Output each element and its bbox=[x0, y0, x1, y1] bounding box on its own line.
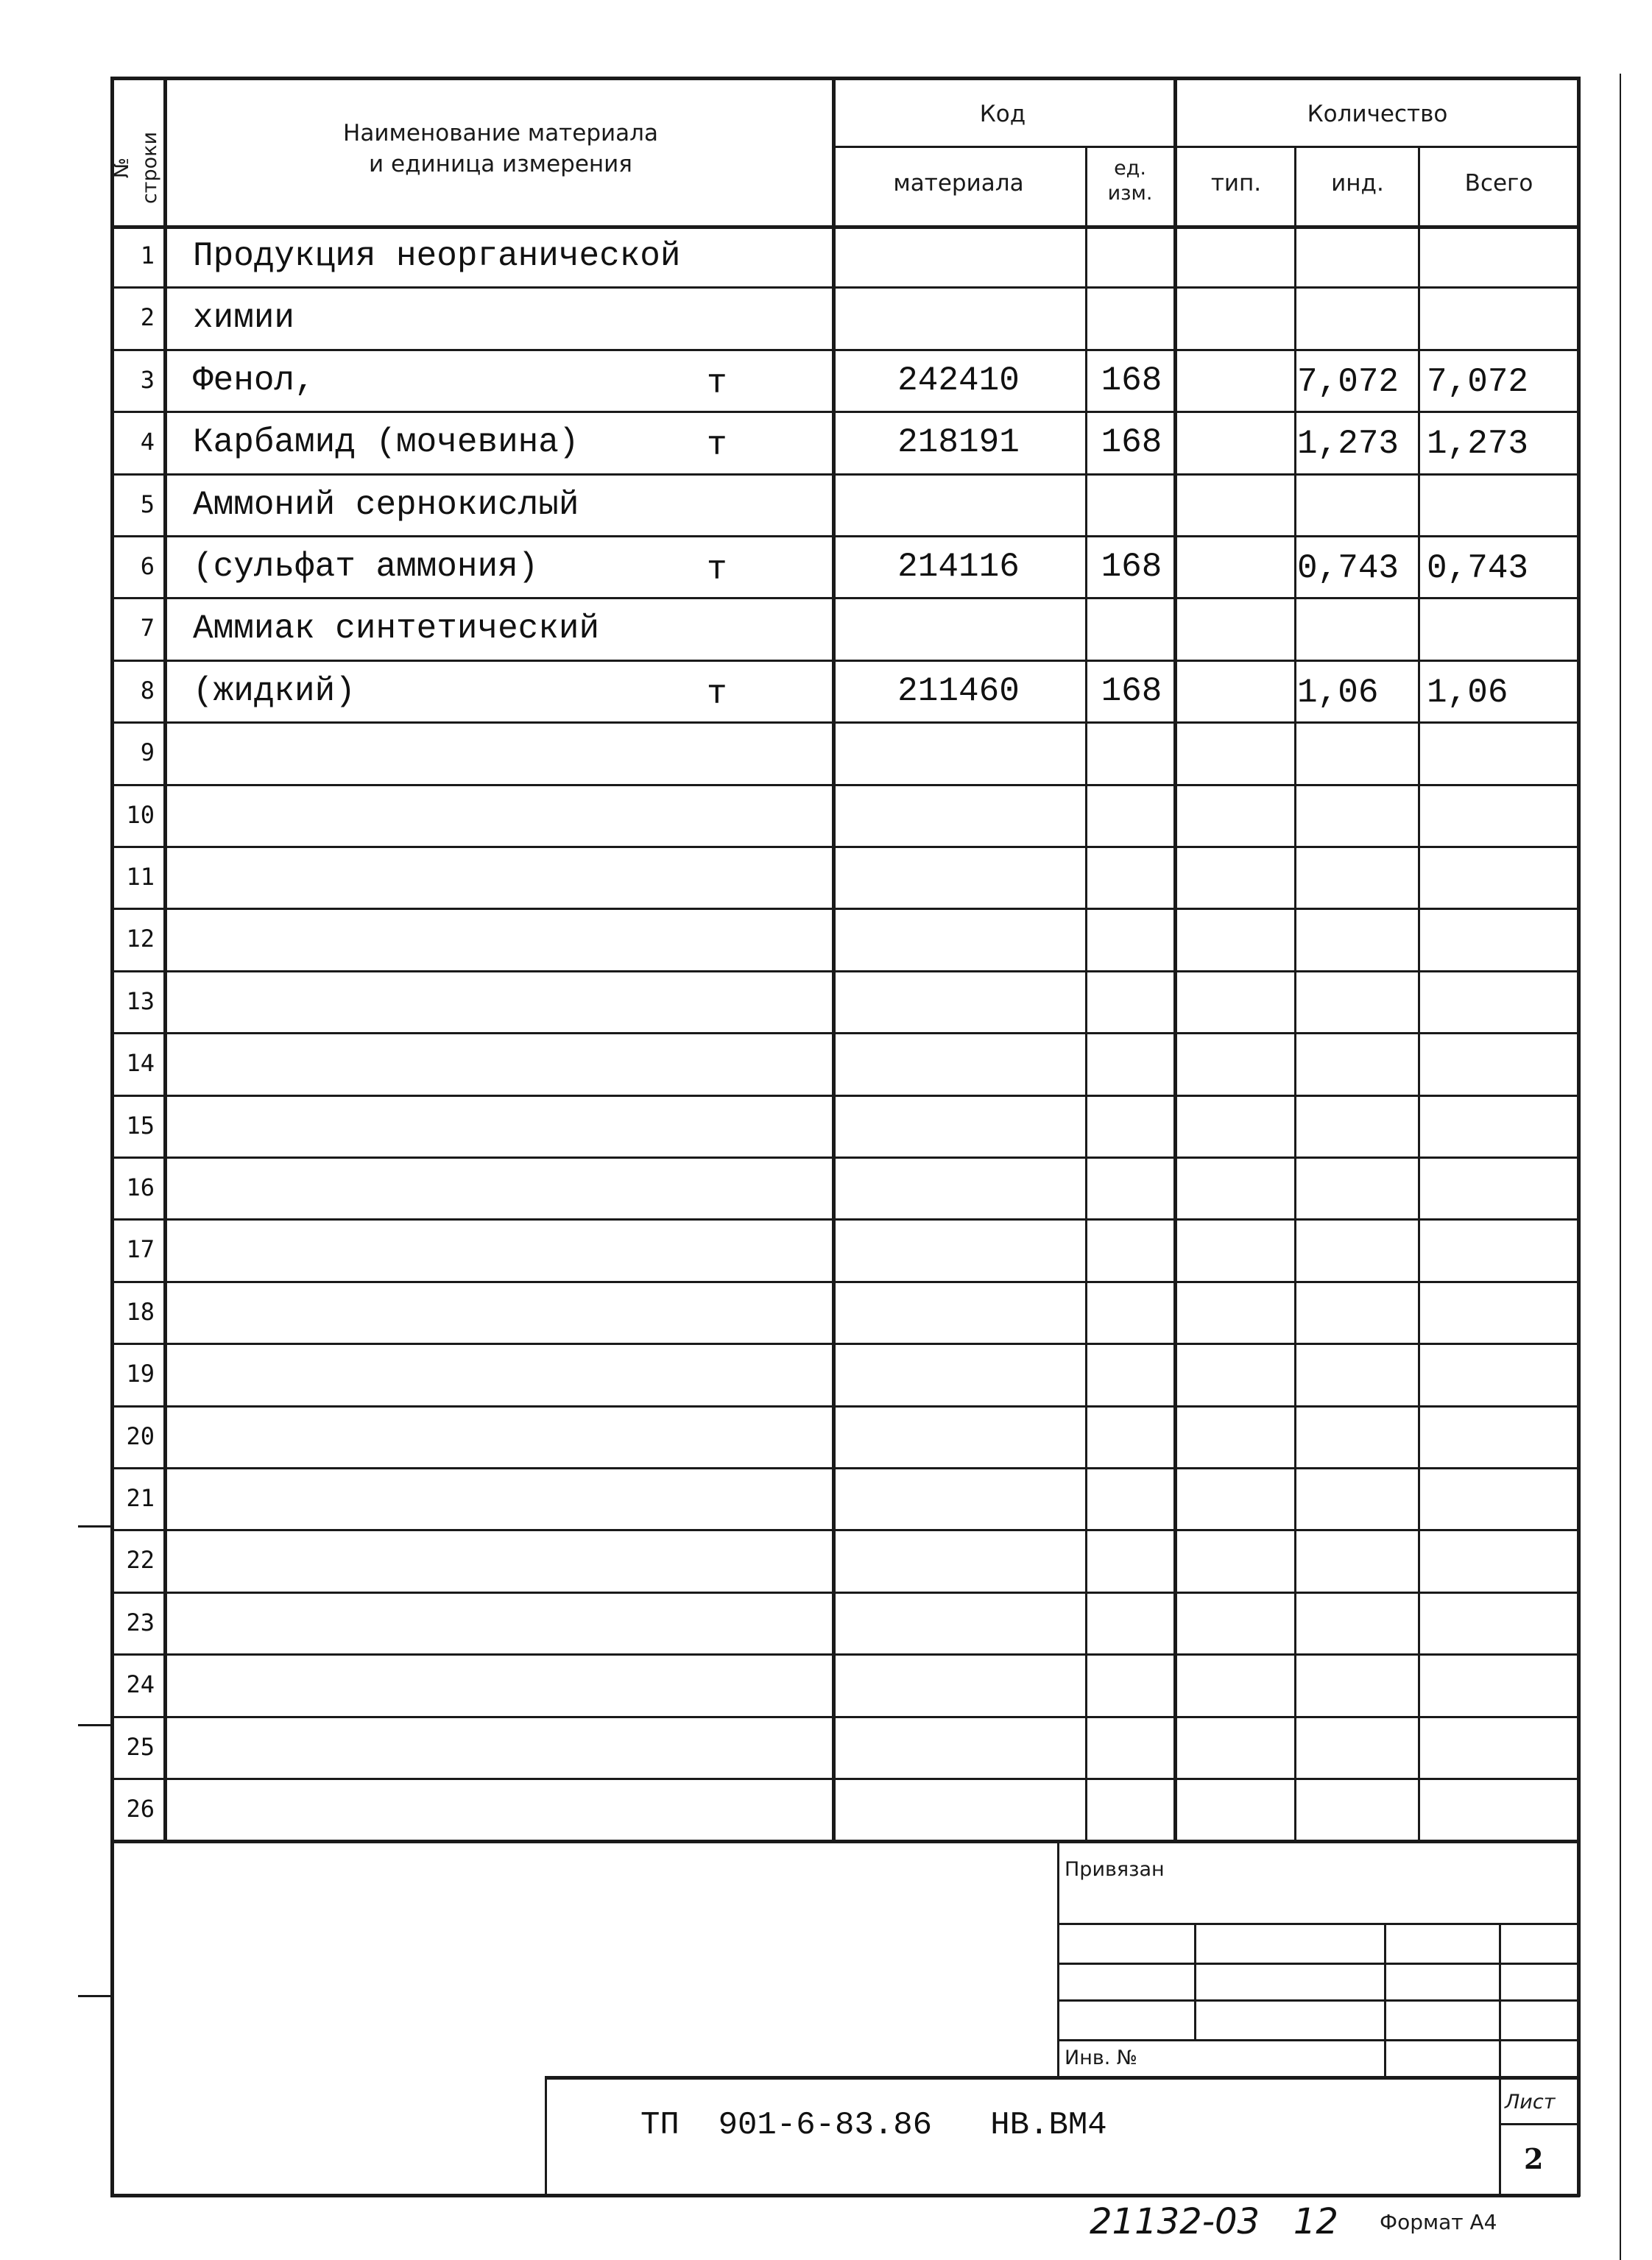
unit: т bbox=[707, 426, 727, 465]
document-code: ТП 901-6-83.86 НВ.ВМ4 bbox=[640, 2107, 1107, 2144]
material-code: 214116 bbox=[897, 548, 1020, 586]
row-number: 26 bbox=[126, 1795, 155, 1823]
header-sub-divider bbox=[832, 146, 1577, 148]
col-divider-typ bbox=[1294, 146, 1296, 1840]
row-number: 20 bbox=[126, 1422, 155, 1450]
row-divider bbox=[110, 846, 1580, 848]
right-binding-line bbox=[1620, 74, 1621, 2260]
material-code: 211460 bbox=[897, 671, 1020, 710]
stamp-left-divider bbox=[1057, 1840, 1059, 2079]
unit: т bbox=[707, 551, 727, 589]
header-quantity: Количество bbox=[1307, 101, 1448, 127]
header-bottom-border bbox=[110, 225, 1580, 229]
row-number: 24 bbox=[126, 1670, 155, 1699]
row-number: 1 bbox=[140, 241, 155, 269]
material-name: (жидкий) bbox=[193, 671, 356, 710]
material-code: 218191 bbox=[897, 423, 1020, 462]
row-divider bbox=[110, 349, 1580, 351]
row-divider bbox=[110, 1405, 1580, 1408]
table-top-border bbox=[110, 77, 1580, 80]
row-divider bbox=[110, 1778, 1580, 1780]
row-divider bbox=[110, 1095, 1580, 1097]
table-right-border bbox=[1577, 77, 1581, 2197]
header-qty-total: Всего bbox=[1464, 170, 1533, 197]
header-code-material: материала bbox=[893, 170, 1024, 197]
stamp-col-1 bbox=[1194, 1923, 1196, 2039]
qty-ind: 0,743 bbox=[1297, 549, 1399, 587]
qty-ind: 1,06 bbox=[1297, 673, 1379, 712]
col-divider-unit bbox=[1173, 77, 1177, 1840]
row-divider bbox=[110, 473, 1580, 476]
material-name: Аммоний сернокислый bbox=[193, 485, 579, 524]
row-number: 10 bbox=[126, 800, 155, 829]
header-code: Код bbox=[979, 101, 1026, 127]
material-name: Карбамид (мочевина) bbox=[193, 423, 579, 462]
stamp-attached-label: Привязан bbox=[1065, 1858, 1165, 1881]
row-number: 19 bbox=[126, 1360, 155, 1388]
header-row-number: № строки bbox=[110, 131, 161, 205]
unit-code: 168 bbox=[1101, 671, 1162, 710]
row-number: 16 bbox=[126, 1173, 155, 1201]
col-divider-rownum bbox=[163, 77, 167, 1840]
row-number: 6 bbox=[140, 552, 155, 580]
row-divider bbox=[110, 597, 1580, 599]
row-divider bbox=[110, 1032, 1580, 1034]
material-name: Аммиак синтетический bbox=[193, 610, 600, 649]
row-number: 4 bbox=[140, 428, 155, 456]
stamp-inv-label: Инв. № bbox=[1065, 2047, 1138, 2069]
stamp-col-2 bbox=[1384, 1923, 1386, 2079]
margin-tick-3 bbox=[78, 1995, 112, 1997]
row-number: 9 bbox=[140, 738, 155, 767]
row-divider bbox=[110, 1467, 1580, 1469]
row-number: 13 bbox=[126, 986, 155, 1015]
row-divider bbox=[110, 286, 1580, 289]
header-name-line1: Наименование материала bbox=[343, 120, 658, 146]
row-divider bbox=[110, 660, 1580, 662]
row-number: 23 bbox=[126, 1608, 155, 1636]
row-divider bbox=[110, 970, 1580, 972]
row-number: 21 bbox=[126, 1484, 155, 1512]
row-divider bbox=[110, 721, 1580, 724]
header-name-line2: и единица измерения bbox=[369, 151, 632, 177]
unit-code: 168 bbox=[1101, 548, 1162, 586]
stamp-col-3 bbox=[1499, 1923, 1501, 2194]
material-name: Продукция неорганической bbox=[193, 237, 681, 275]
row-divider bbox=[110, 411, 1580, 413]
qty-ind: 1,273 bbox=[1297, 425, 1399, 464]
row-divider bbox=[110, 1592, 1580, 1594]
header-qty-typ: тип. bbox=[1210, 170, 1262, 197]
col-divider-name bbox=[832, 77, 836, 1840]
row-divider bbox=[110, 1840, 1580, 1843]
material-code: 242410 bbox=[897, 361, 1020, 400]
row-number: 25 bbox=[126, 1732, 155, 1761]
sheet-number: 2 bbox=[1524, 2142, 1544, 2175]
row-divider bbox=[110, 908, 1580, 910]
unit-code: 168 bbox=[1101, 423, 1162, 462]
row-divider bbox=[110, 1653, 1580, 1656]
row-divider bbox=[110, 1281, 1580, 1283]
row-divider bbox=[110, 784, 1580, 786]
qty-total: 7,072 bbox=[1427, 362, 1529, 401]
table-bottom-border bbox=[110, 2194, 1580, 2197]
row-divider bbox=[110, 1218, 1580, 1221]
row-number: 8 bbox=[140, 676, 155, 705]
row-number: 11 bbox=[126, 863, 155, 891]
row-divider bbox=[110, 1716, 1580, 1718]
unit: т bbox=[707, 364, 727, 403]
header-code-unit: ед. изм. bbox=[1107, 157, 1153, 205]
row-number: 12 bbox=[126, 925, 155, 953]
row-number: 7 bbox=[140, 614, 155, 643]
material-name: Фенол, bbox=[193, 361, 315, 400]
unit: т bbox=[707, 674, 727, 713]
header-qty-ind: инд. bbox=[1331, 170, 1384, 197]
col-divider-ind bbox=[1418, 146, 1420, 1840]
sheet-label: Лист bbox=[1505, 2091, 1556, 2114]
row-number: 15 bbox=[126, 1111, 155, 1140]
handwritten-archive-number: 21132-03 12 bbox=[1090, 2201, 1338, 2242]
row-divider bbox=[110, 1157, 1580, 1159]
format-label: Формат А4 bbox=[1380, 2210, 1497, 2234]
sheet-box-divider bbox=[1499, 2123, 1577, 2125]
material-name: (сульфат аммония) bbox=[193, 548, 539, 586]
unit-code: 168 bbox=[1101, 361, 1162, 400]
row-divider bbox=[110, 1343, 1580, 1345]
margin-tick-1 bbox=[78, 1525, 112, 1528]
doc-box-top bbox=[545, 2076, 1577, 2080]
qty-total: 1,06 bbox=[1427, 673, 1508, 712]
row-divider bbox=[110, 535, 1580, 537]
row-number: 3 bbox=[140, 365, 155, 394]
row-number: 22 bbox=[126, 1546, 155, 1575]
row-number: 18 bbox=[126, 1297, 155, 1326]
qty-total: 0,743 bbox=[1427, 549, 1529, 587]
material-name: химии bbox=[193, 299, 295, 338]
row-number: 2 bbox=[140, 303, 155, 332]
row-divider bbox=[110, 1529, 1580, 1531]
col-divider-material bbox=[1085, 146, 1087, 1840]
margin-tick-2 bbox=[78, 1724, 112, 1726]
row-number: 5 bbox=[140, 490, 155, 518]
doc-box-left bbox=[545, 2076, 547, 2194]
row-number: 14 bbox=[126, 1049, 155, 1078]
row-number: 17 bbox=[126, 1235, 155, 1264]
qty-ind: 7,072 bbox=[1297, 362, 1399, 401]
qty-total: 1,273 bbox=[1427, 425, 1529, 464]
